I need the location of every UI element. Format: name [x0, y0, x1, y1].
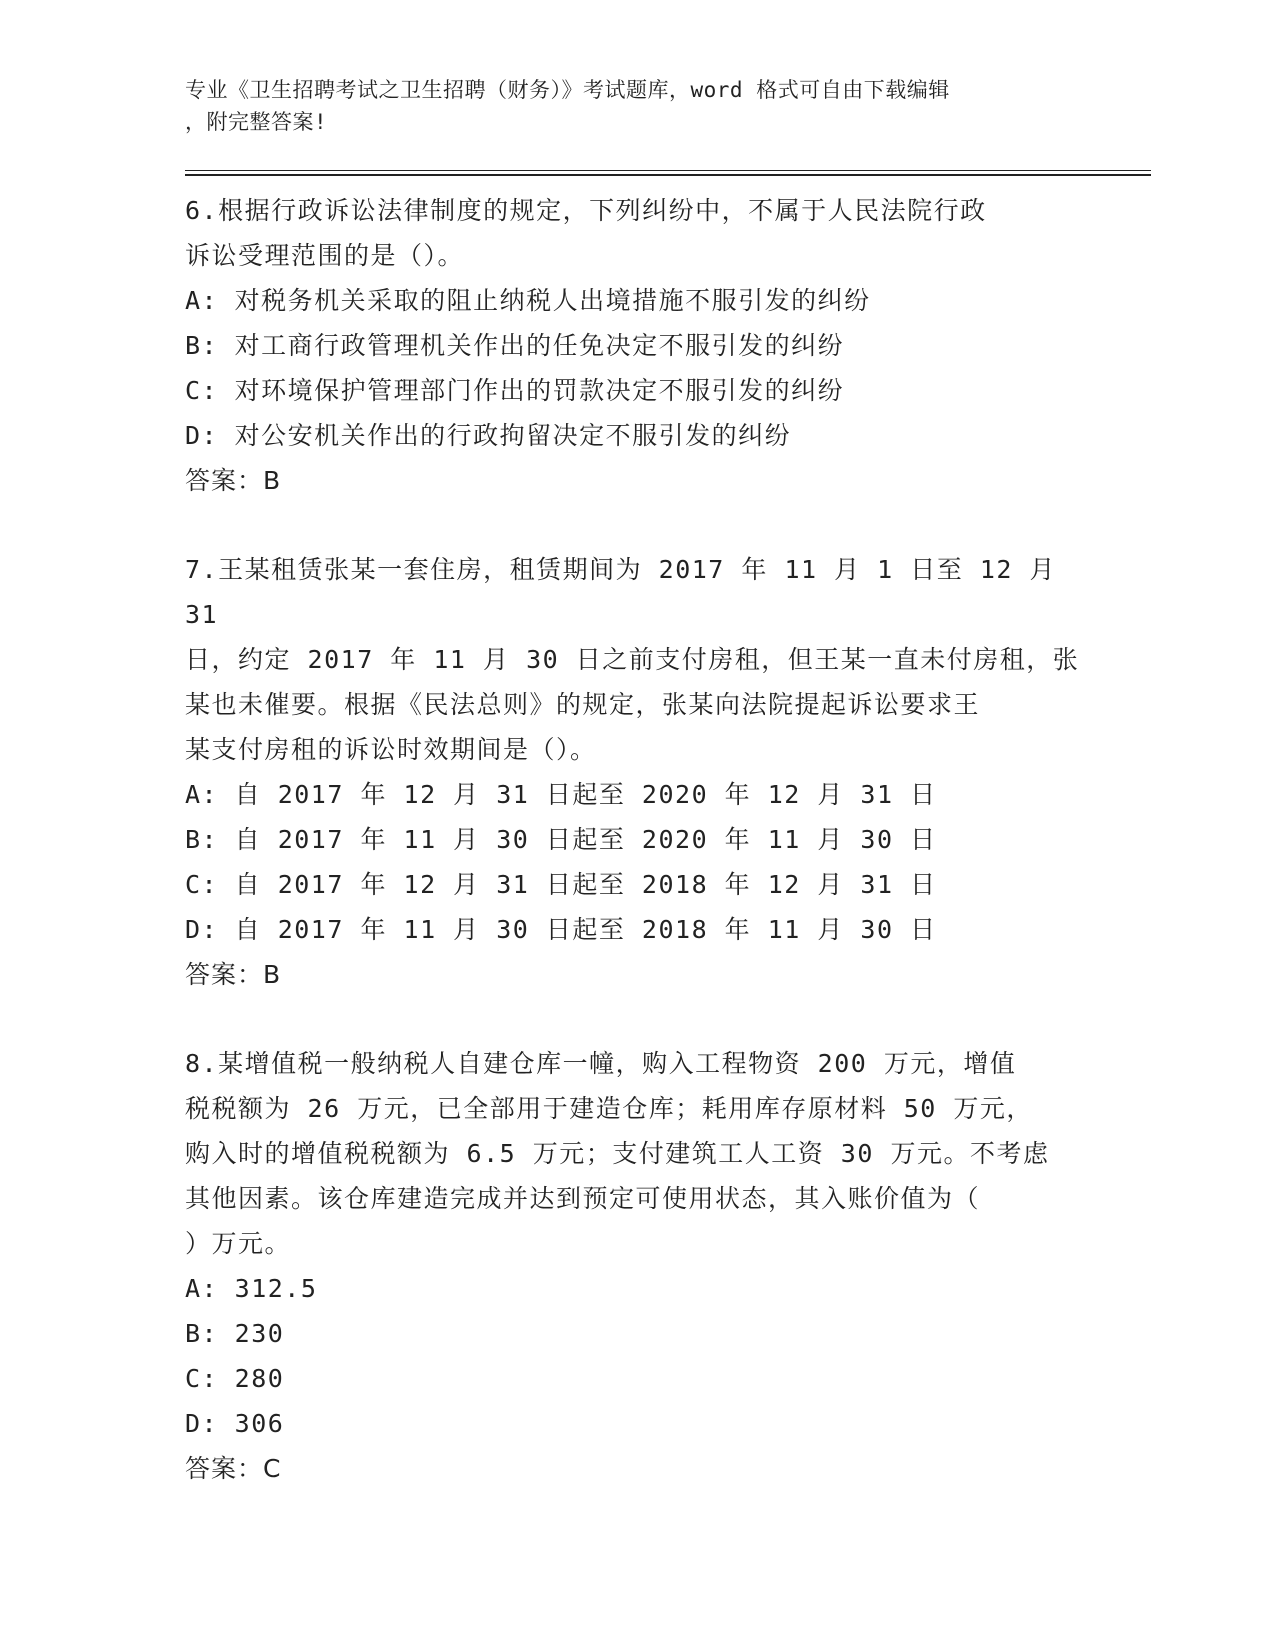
- question-stem-line: 日，约定 2017 年 11 月 30 日之前支付房租，但王某一直未付房租，张: [185, 645, 1080, 674]
- header-title-line: 专业《卫生招聘考试之卫生招聘（财务）》考试题库，word 格式可自由下载编辑: [185, 78, 950, 102]
- question-spacer: [185, 997, 1085, 1041]
- option-b: B: 对工商行政管理机关作出的任免决定不服引发的纠纷: [185, 331, 845, 360]
- header-title-continuation: ，附完整答案!: [185, 110, 328, 134]
- question-spacer: [185, 503, 1085, 547]
- option-d: D: 306: [185, 1409, 285, 1438]
- option-b: B: 自 2017 年 11 月 30 日起至 2020 年 11 月 30 日: [185, 825, 937, 854]
- option-c: C: 对环境保护管理部门作出的罚款决定不服引发的纠纷: [185, 376, 845, 405]
- header-divider-thin: [185, 170, 1151, 171]
- option-a: A: 312.5: [185, 1274, 318, 1303]
- question-7: [185, 547, 1085, 997]
- option-c: C: 自 2017 年 12 月 31 日起至 2018 年 12 月 31 日: [185, 870, 937, 899]
- answer-label: 答案：B: [185, 466, 282, 495]
- question-stem-line: 税税额为 26 万元，已全部用于建造仓库；耗用库存原材料 50 万元，: [185, 1094, 1033, 1123]
- option-d: D: 自 2017 年 11 月 30 日起至 2018 年 11 月 30 日: [185, 915, 937, 944]
- option-a: A: 对税务机关采取的阻止纳税人出境措施不服引发的纠纷: [185, 286, 871, 315]
- question-6: [185, 188, 1085, 503]
- option-c: C: 280: [185, 1364, 285, 1393]
- answer-label: 答案：C: [185, 1454, 282, 1483]
- answer-label: 答案：B: [185, 960, 282, 989]
- question-stem-line: 6.根据行政诉讼法律制度的规定，下列纠纷中，不属于人民法院行政: [185, 196, 987, 225]
- question-stem-line: ）万元。: [185, 1229, 292, 1258]
- header-divider-thick: [185, 174, 1151, 176]
- document-header: [185, 74, 1065, 138]
- question-8: [185, 1041, 1085, 1491]
- option-a: A: 自 2017 年 12 月 31 日起至 2020 年 12 月 31 日: [185, 780, 937, 809]
- question-list: [185, 188, 1085, 1491]
- question-stem-line: 诉讼受理范围的是（）。: [185, 241, 465, 270]
- question-stem-line: 购入时的增值税税额为 6.5 万元；支付建筑工人工资 30 万元。不考虑: [185, 1139, 1050, 1168]
- option-d: D: 对公安机关作出的行政拘留决定不服引发的纠纷: [185, 421, 792, 450]
- option-b: B: 230: [185, 1319, 285, 1348]
- question-stem-line: 7.王某租赁张某一套住房，租赁期间为 2017 年 11 月 1 日至 12 月 31: [185, 555, 1056, 629]
- question-stem-line: 某也未催要。根据《民法总则》的规定，张某向法院提起诉讼要求王: [185, 690, 981, 719]
- question-stem-line: 8.某增值税一般纳税人自建仓库一幢，购入工程物资 200 万元，增值: [185, 1049, 1017, 1078]
- question-stem-line: 某支付房租的诉讼时效期间是（）。: [185, 735, 597, 764]
- question-stem-line: 其他因素。该仓库建造完成并达到预定可使用状态，其入账价值为（: [185, 1184, 981, 1213]
